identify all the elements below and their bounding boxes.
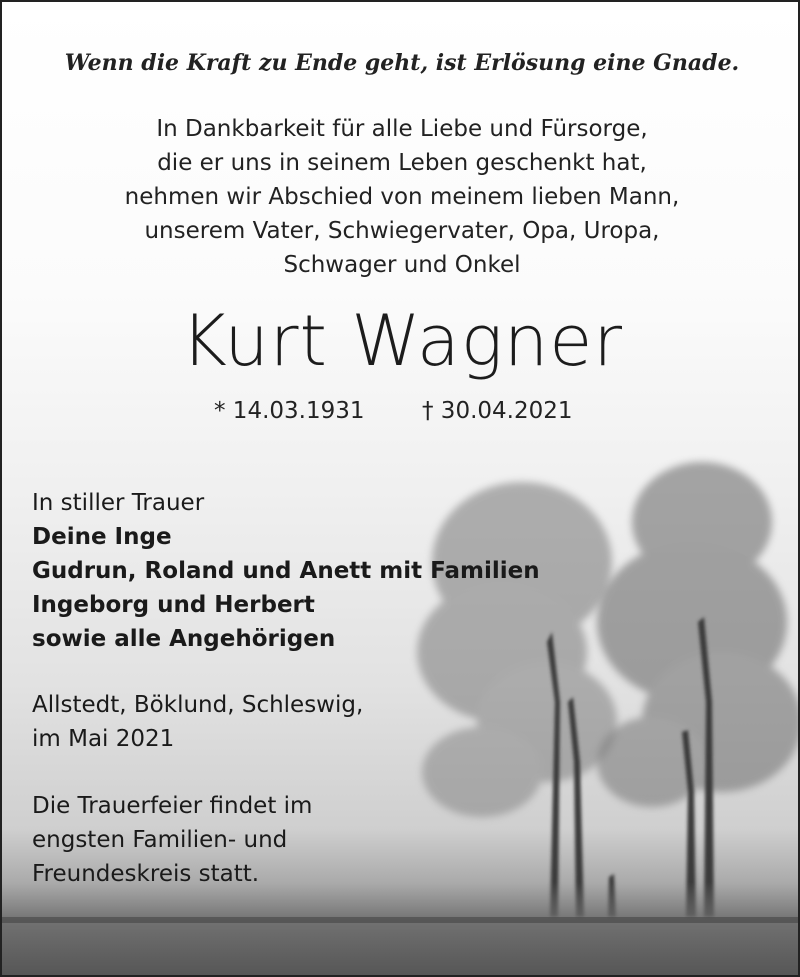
motto: Wenn die Kraft zu Ende geht, ist Erlösung eine Gnade.	[64, 50, 740, 76]
place-date-block	[32, 688, 363, 756]
place-line: Allstedt, Böklund, Schleswig,	[32, 692, 364, 718]
mourners-lead: In stiller Trauer	[32, 490, 205, 516]
intro-text	[2, 112, 800, 282]
tree-right	[597, 462, 800, 807]
intro-line: die er uns in seinem Leben geschenkt hat,	[157, 150, 647, 176]
mourner-name: Deine Inge	[32, 524, 172, 550]
funeral-line: Die Trauerfeier findet im	[32, 793, 313, 819]
intro-line: In Dankbarkeit für alle Liebe und Fürsorge,	[156, 116, 648, 142]
ground	[2, 882, 800, 977]
funeral-line: engsten Familien- und	[32, 827, 288, 853]
death-date: † 30.04.2021	[422, 398, 573, 424]
intro-line: unserem Vater, Schwiegervater, Opa, Uropa,	[144, 218, 660, 244]
mourner-name: sowie alle Angehörigen	[32, 626, 336, 652]
mourner-name: Ingeborg und Herbert	[32, 592, 315, 618]
intro-line: Schwager und Onkel	[283, 252, 521, 278]
mourner-name: Gudrun, Roland und Anett mit Familien	[32, 558, 540, 584]
place-line: im Mai 2021	[32, 726, 175, 752]
funeral-line: Freundeskreis statt.	[32, 861, 260, 887]
mourners-block	[32, 486, 540, 656]
funeral-note	[32, 789, 312, 891]
birth-date: * 14.03.1931	[214, 398, 365, 424]
deceased-name: Kurt Wagner	[180, 300, 624, 382]
intro-line: nehmen wir Abschied von meinem lieben Mann,	[124, 184, 680, 210]
